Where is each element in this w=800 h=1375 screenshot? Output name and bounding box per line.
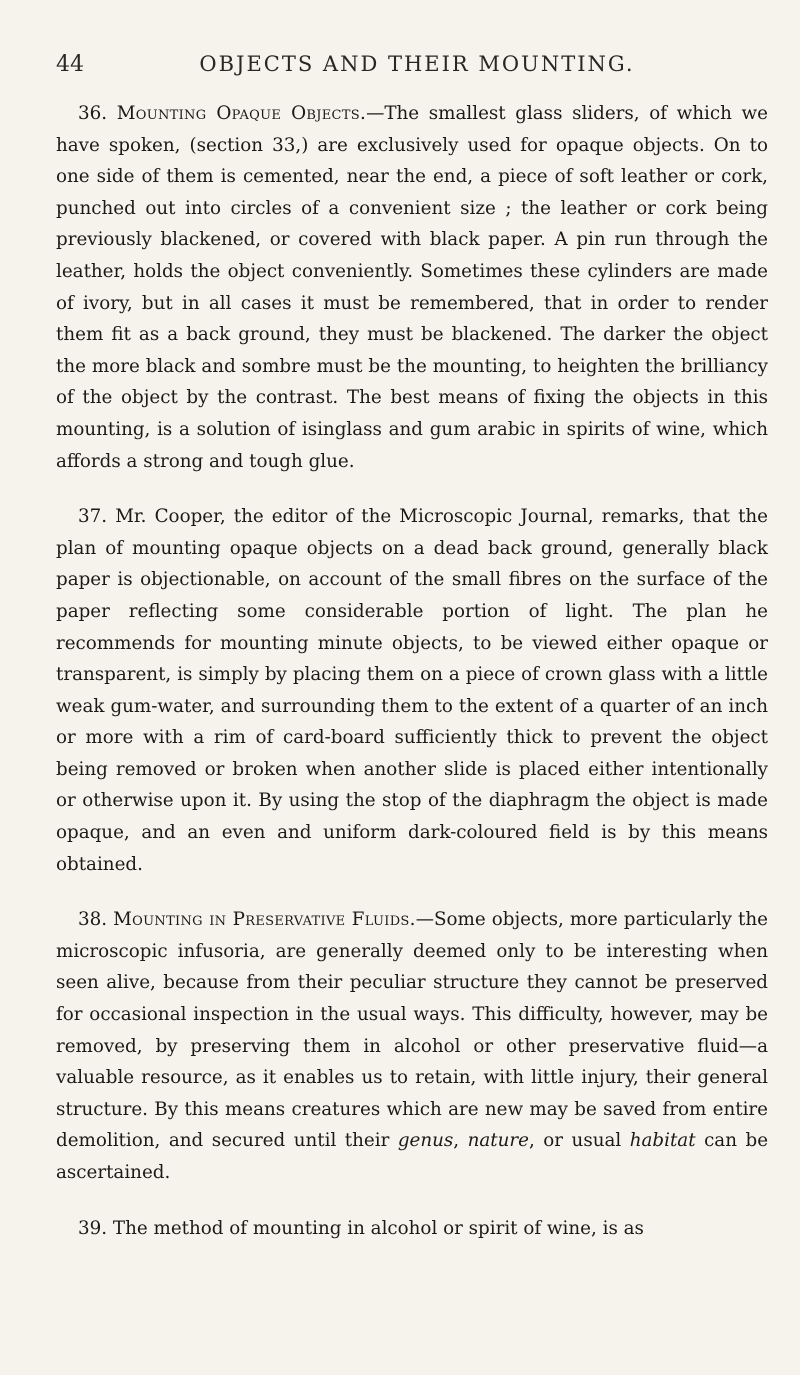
paragraph-number: 36. [78, 103, 108, 124]
section-heading: Mounting in Preservative Fluids. [113, 909, 416, 931]
paragraph-text: can be ascertained. [56, 1130, 769, 1183]
italic-term-nature: nature [467, 1130, 529, 1152]
paragraph-text: —The smallest glass sliders, of which we have spoken, (section 33,) are exclusively used for opaque objects. On to one side of them is cemented, near the end, a piece of soft leather or cork, punched out into circles of a convenient size ; the leather or cork being previously blackened, or covered with black paper. A pin run through the leather, holds the object conveniently. Sometimes these cylinders are made of ivory, but in all cases it must be remembered, that in order to render them fit as a back ground, they must be blackened. The darker the object the more black and sombre must be the mounting, to heighten the brilliancy of the object by the contrast. The best means of fixing the objects in this mounting, is a solution of isinglass and gum arabic in spirits of wine, which affords a strong and tough glue. [56, 103, 768, 472]
paragraph-number: 37. [78, 506, 108, 528]
page-number: 44 [56, 52, 84, 77]
paragraph-number: 39. [78, 1217, 108, 1239]
running-header [56, 52, 768, 88]
paragraph-number: 38. [78, 909, 108, 931]
paragraph-38 [56, 904, 768, 1188]
paragraph-text: —Some objects, more particularly the microscopic infusoria, are generally deemed only to be interesting when seen alive, because from their peculiar structure they cannot be preserved for occasional inspection in the usual ways. This difficulty, however, may be removed, by preserving them in alcohol or other preservative fluid—a valuable resource, as it enables us to retain, with little injury, their general structure. By this means creatures which are new may be saved from entire demolition, and secured until their [56, 909, 769, 1152]
section-heading: Mounting Opaque Objects. [116, 103, 367, 124]
paragraph-37 [56, 501, 768, 880]
separator-text: , or usual [528, 1130, 630, 1152]
italic-term-genus: genus [397, 1130, 454, 1152]
paragraph-36 [56, 98, 768, 477]
running-title: OBJECTS AND THEIR MOUNTING. [199, 52, 635, 76]
italic-term-habitat: habitat [629, 1130, 696, 1152]
separator-text: , [453, 1130, 468, 1152]
book-page [56, 52, 768, 1244]
paragraph-text: The method of mounting in alcohol or spirit of wine, is as [112, 1217, 644, 1239]
paragraph-39 [56, 1213, 768, 1245]
paragraph-text: Mr. Cooper, the editor of the Microscopic Journal, remarks, that the plan of mounting opaque objects on a dead back ground, generally black paper is objectionable, on account of the small fibres on the surface of the paper reflecting some considerable portion of light. The plan he recommends for mounting minute objects, to be viewed either opaque or transparent, is simply by placing them on a piece of crown glass with a little weak gum-water, and surrounding them to the extent of a quarter of an inch or more with a rim of card-board sufficiently thick to prevent the object being removed or broken when another slide is placed either intentionally or otherwise upon it. By using the stop of the diaphragm the object is made opaque, and an even and uniform dark-coloured field is by this means obtained. [56, 506, 769, 875]
